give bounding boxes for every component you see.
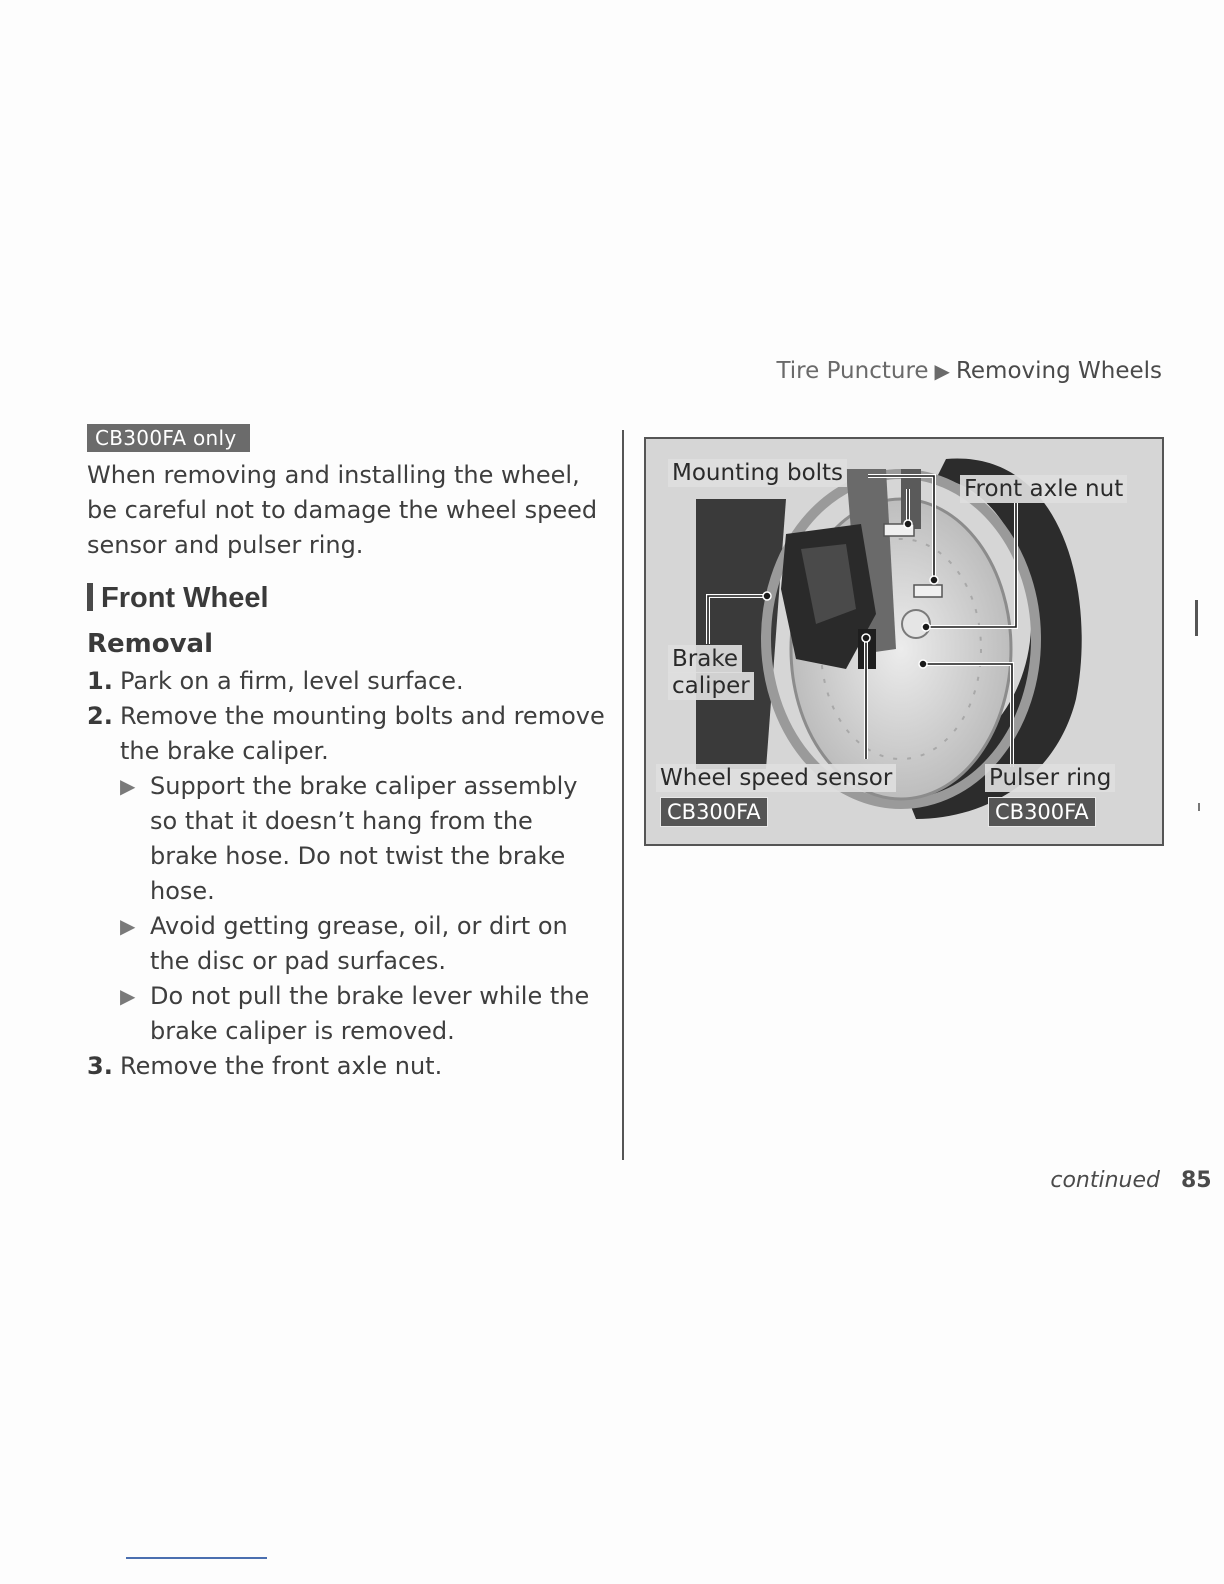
front-wheel-figure — [644, 437, 1164, 846]
note-item — [120, 979, 607, 1049]
step-item — [87, 664, 607, 699]
page-number: 85 — [1181, 1168, 1212, 1193]
step-text: Remove the mounting bolts and remove the brake caliper. — [120, 702, 605, 765]
play-arrow-icon: ▶ — [120, 914, 136, 938]
sub-heading: Removal — [87, 629, 214, 659]
play-arrow-icon: ▶ — [120, 984, 136, 1008]
continued-label: continued — [1050, 1168, 1160, 1193]
step-number: 2. — [87, 702, 113, 730]
label-brake-caliper-line2: caliper — [668, 672, 754, 700]
note-item — [120, 769, 607, 909]
section-heading — [87, 582, 269, 615]
intro-text: When removing and installing the wheel, be careful not to damage the wheel speed sensor and pulser ring. — [87, 461, 598, 559]
label-pulser-ring: Pulser ring — [985, 764, 1115, 792]
breadcrumb-current: Removing Wheels — [955, 358, 1162, 384]
edge-mark — [1195, 600, 1198, 636]
label-front-axle-nut: Front axle nut — [960, 475, 1127, 503]
note-text: Avoid getting grease, oil, or dirt on the disc or pad surfaces. — [150, 912, 568, 975]
breadcrumb-parent: Tire Puncture — [776, 358, 929, 384]
step-number: 1. — [87, 667, 113, 695]
note-item — [120, 909, 607, 979]
play-arrow-icon: ▶ — [120, 774, 136, 798]
section-heading-text: Front Wheel — [101, 582, 269, 614]
steps-list — [87, 664, 607, 1084]
column-divider — [622, 430, 624, 1160]
bottom-rule — [126, 1557, 267, 1559]
model-badge: CB300FA only — [87, 424, 250, 452]
label-mounting-bolts: Mounting bolts — [668, 459, 847, 487]
label-brake-caliper-line1: Brake — [668, 645, 742, 673]
play-arrow-icon: ▶ — [934, 359, 950, 383]
breadcrumb — [776, 358, 1162, 384]
figure-badge-left: CB300FA — [660, 797, 768, 827]
note-text: Support the brake caliper assembly so that it doesn’t hang from the brake hose. Do not twist the brake hose. — [150, 772, 578, 905]
step-item — [87, 1049, 607, 1084]
step-text: Park on a firm, level surface. — [120, 667, 464, 695]
figure-badge-right: CB300FA — [988, 797, 1096, 827]
step-text: Remove the front axle nut. — [120, 1052, 443, 1080]
step-number: 3. — [87, 1052, 113, 1080]
step-item — [87, 699, 607, 1049]
heading-bar — [87, 583, 93, 611]
note-text: Do not pull the brake lever while the brake caliper is removed. — [150, 982, 590, 1045]
label-wheel-speed-sensor: Wheel speed sensor — [656, 764, 896, 792]
edge-mark — [1198, 803, 1200, 811]
